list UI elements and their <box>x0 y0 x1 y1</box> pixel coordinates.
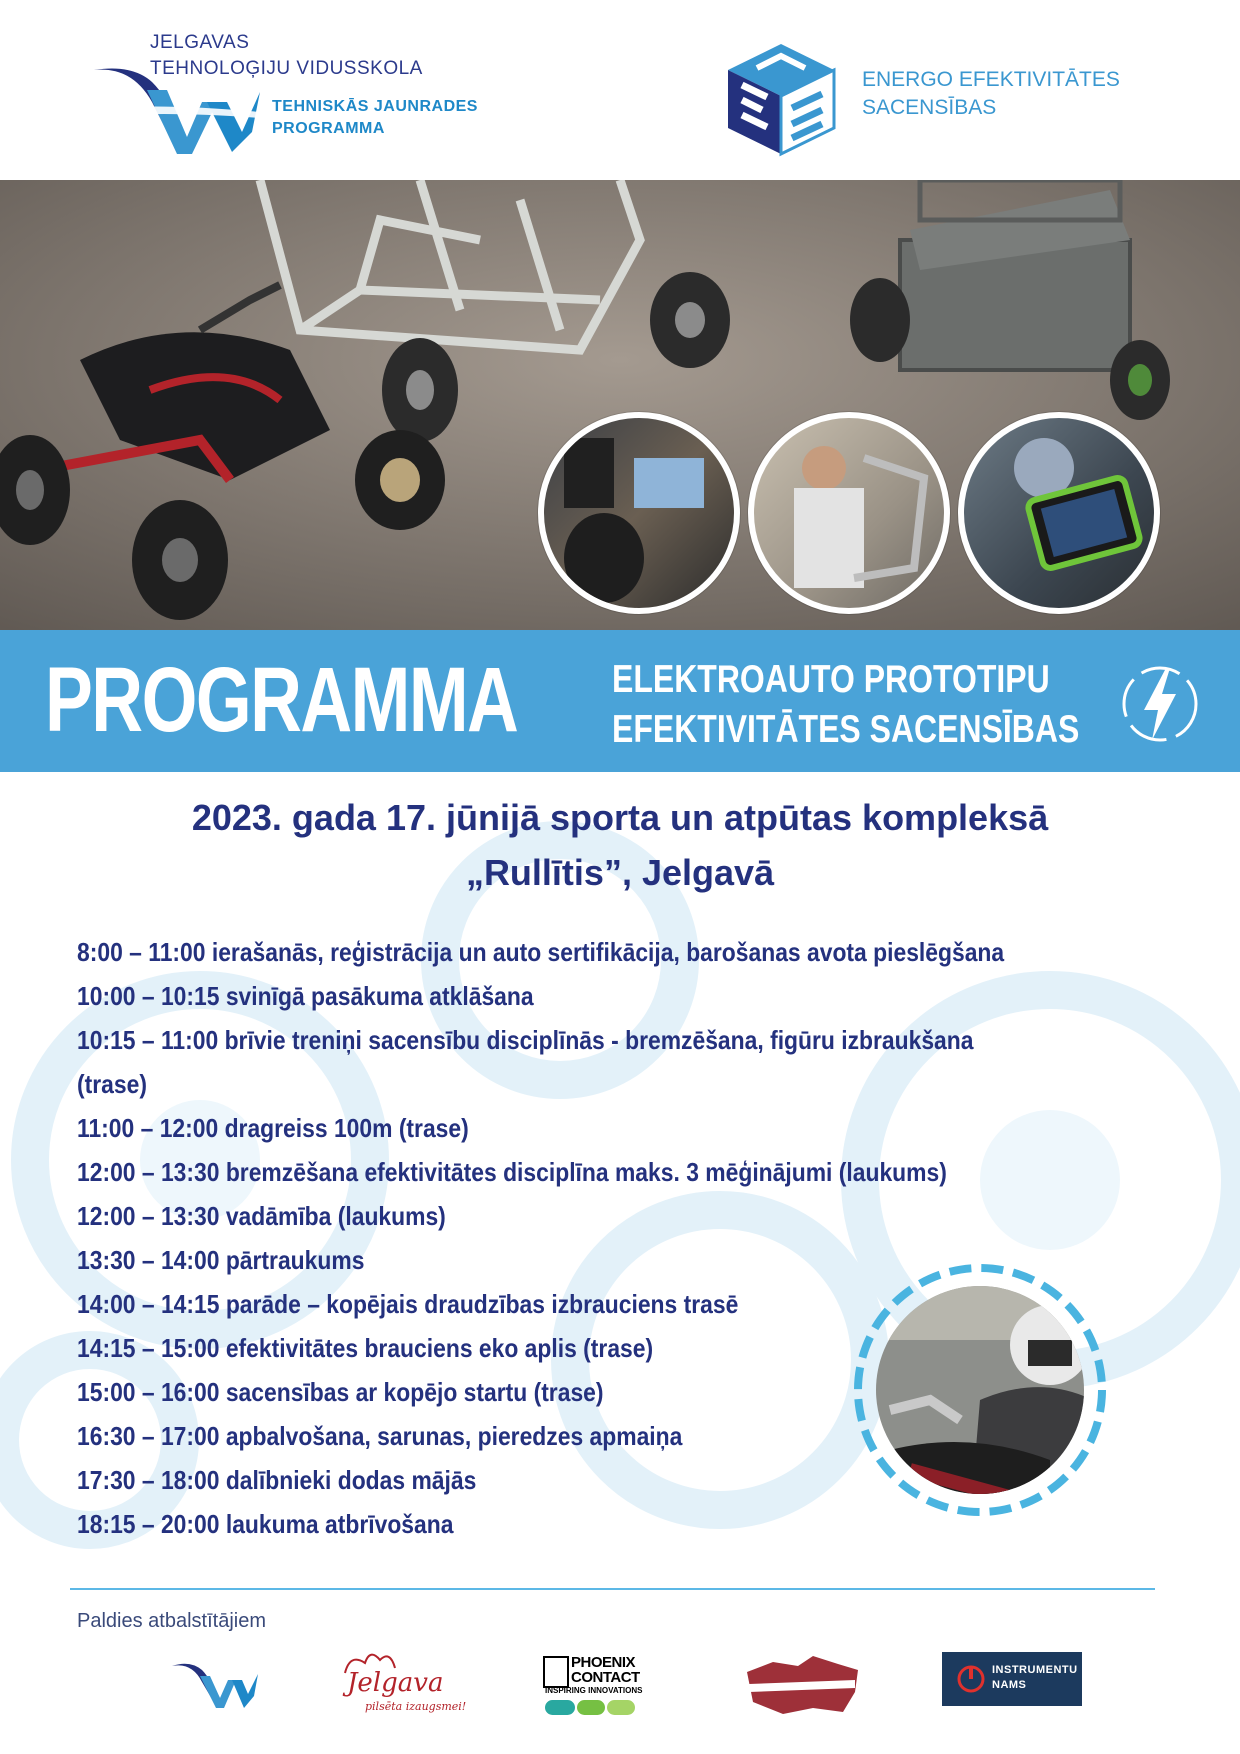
sponsor-school-logo-icon <box>170 1660 260 1710</box>
schedule-item: 14:15 – 15:00 efektivitātes brauciens eko aplis (trase) <box>77 1333 654 1363</box>
sponsor-phoenix-line1: PHOENIX <box>571 1654 636 1671</box>
sponsor-phoenix-line2: CONTACT <box>571 1669 640 1686</box>
sponsor-jelgava-tagline: pilsēta izaugsmei! <box>365 1700 467 1713</box>
schedule-item: 18:15 – 20:00 laukuma atbrīvošana <box>77 1509 454 1539</box>
schedule-item: 16:30 – 17:00 apbalvošana, sarunas, pieredzes apmaiņa <box>77 1421 683 1451</box>
phoenix-mark-icon <box>543 1656 569 1688</box>
sponsor-phoenix-tagline: INSPIRING INNOVATIONS <box>545 1686 643 1695</box>
hero-photo <box>0 180 1240 630</box>
schedule-item: 8:00 – 11:00 ierašanās, reģistrācija un auto sertifikācija, barošanas avota pieslēgšana <box>77 937 1005 967</box>
sponsors-heading: Paldies atbalstītājiem <box>77 1610 266 1632</box>
program-name-line1: TEHNISKĀS JAUNRADES <box>272 98 478 115</box>
school-name-line1: JELGAVAS <box>150 32 250 53</box>
sponsor-instrumentu-line1: INSTRUMENTU <box>992 1664 1078 1676</box>
footer-divider <box>70 1588 1155 1590</box>
sponsor-instrumentu-line2: NAMS <box>992 1679 1027 1691</box>
schedule-item: 11:00 – 12:00 dragreiss 100m (trase) <box>77 1113 469 1143</box>
school-name-line2: TEHNOLOĢIJU VIDUSSKOLA <box>150 58 423 79</box>
phoenix-dots-icon <box>545 1700 635 1720</box>
schedule-item: 14:00 – 14:15 parāde – kopējais draudzības izbrauciens trasē <box>77 1289 739 1319</box>
schedule-item: 15:00 – 16:00 sacensības ar kopējo startu (trase) <box>77 1377 604 1407</box>
schedule-item: 13:30 – 14:00 pārtraukums <box>77 1245 365 1275</box>
ees-title-line1: ENERGO EFEKTIVITĀTES <box>862 68 1120 91</box>
ees-cube-icon <box>722 40 840 158</box>
schedule-item: 12:00 – 13:30 bremzēšana efektivitātes disciplīna maks. 3 mēģinājumi (laukums) <box>77 1157 947 1187</box>
schedule-item-continuation: (trase) <box>77 1069 147 1099</box>
banner-subtitle-line1: ELEKTROAUTO PROTOTIPU <box>612 658 1050 701</box>
sponsor-jelgava-name: Jelgava <box>347 1668 444 1698</box>
schedule-item: 10:00 – 10:15 svinīgā pasākuma atklāšana <box>77 981 534 1011</box>
sponsor-phoenix-logo <box>543 1656 673 1718</box>
driver-photo-illustration <box>850 1260 1110 1520</box>
ees-title-line2: SACENSĪBAS <box>862 96 997 119</box>
lightning-icon <box>1118 654 1202 754</box>
power-icon <box>956 1664 986 1694</box>
event-date-line: 2023. gada 17. jūnijā sporta un atpūtas kompleksā <box>191 797 1049 838</box>
driver-photo <box>850 1260 1110 1520</box>
banner-subtitle-line2: EFEKTIVITĀTES SACENSĪBAS <box>612 708 1080 751</box>
latvia-map-icon <box>743 1652 863 1718</box>
sponsor-jelgava-logo <box>325 1648 505 1718</box>
banner-title: PROGRAMMA <box>45 649 518 751</box>
workshop-photo-3 <box>958 412 1160 614</box>
program-name-line2: PROGRAMMA <box>272 120 385 137</box>
workshop-photo-2 <box>748 412 950 614</box>
event-venue-line: „Rullītis”, Jelgavā <box>465 852 775 893</box>
workshop-photo-1 <box>538 412 740 614</box>
schedule-item: 10:15 – 11:00 brīvie treniņi sacensību disciplīnās - bremzēšana, figūru izbraukšana <box>77 1025 974 1055</box>
schedule-item: 17:30 – 18:00 dalībnieki dodas mājās <box>77 1465 477 1495</box>
sponsor-instrumentu-logo <box>942 1652 1082 1706</box>
schedule-item: 12:00 – 13:30 vadāmība (laukums) <box>77 1201 446 1231</box>
